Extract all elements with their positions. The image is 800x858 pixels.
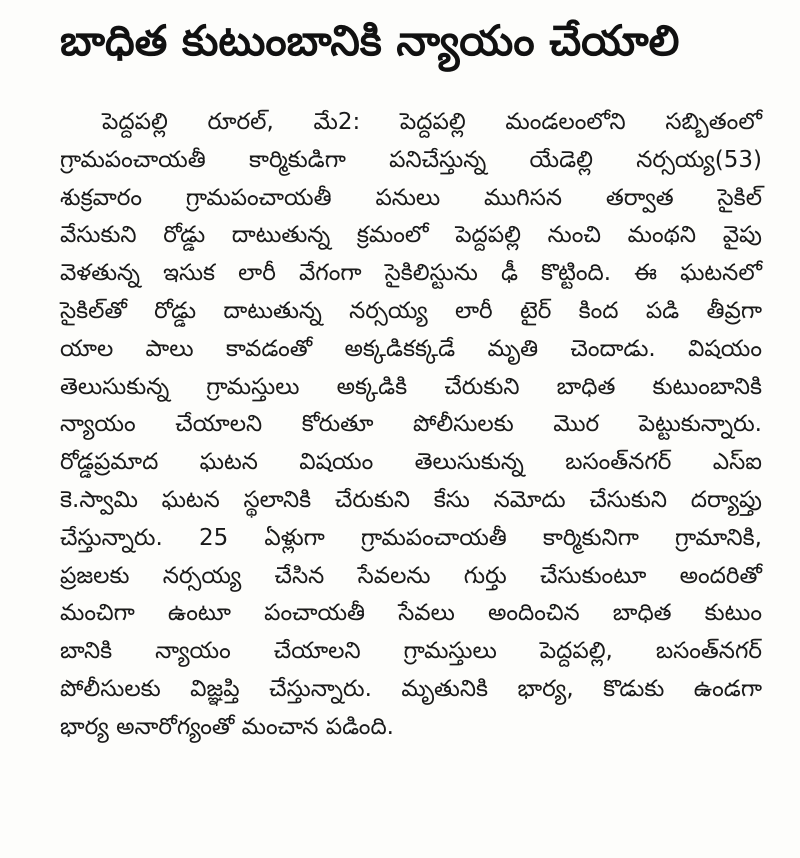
- article-body: [60, 104, 762, 747]
- article-line: న్యాయం చేయాలని కోరుతూ పోలీసులకు మొర పెట్టుకున్నారు.: [60, 411, 762, 438]
- article-line: చేస్తున్నారు. 25 ఏళ్లుగా గ్రామపంచాయతీ కార్మికునిగా గ్రామానికి,: [60, 524, 762, 551]
- article-line: బానికి న్యాయం చేయాలని గ్రామస్తులు పెద్దపల్లి, బసంత్‌నగర్: [60, 638, 762, 665]
- headline: బాధిత కుటుంబానికి న్యాయం చేయాలి: [60, 16, 680, 65]
- article-line: యాల పాలు కావడంతో అక్కడికక్కడే మృతి చెందాడు. విషయం: [60, 335, 762, 362]
- article-line: భార్య అనారోగ్యంతో మంచాన పడింది.: [60, 713, 394, 740]
- article-line: వేసుకుని రోడ్డు దాటుతున్న క్రమంలో పెద్దపల్లి నుంచి మంథని వైపు: [60, 222, 762, 249]
- article-line: వెళతున్న ఇసుక లారీ వేగంగా సైకిలిస్టును ఢీ కొట్టింది. ఈ ఘటనలో: [60, 260, 762, 287]
- article-line: ప్రజలకు నర్సయ్య చేసిన సేవలను గుర్తు చేసుకుంటూ అందరితో: [60, 562, 762, 589]
- article-line: రోడ్డప్రమాద ఘటన విషయం తెలుసుకున్న బసంత్‌నగర్ ఎస్ఐ: [60, 449, 762, 476]
- article-line: సైకిల్‌తో రోడ్డు దాటుతున్న నర్సయ్య లారీ టైర్ కింద పడి తీవ్రగా: [60, 297, 762, 324]
- article-line: గ్రామపంచాయతీ కార్మికుడిగా పనిచేస్తున్న యేడెల్లి నర్సయ్య(53): [60, 146, 762, 173]
- article-line: శుక్రవారం గ్రామపంచాయతీ పనులు ముగిసన తర్వాత సైకిల్: [60, 184, 762, 211]
- article-line: మంచిగా ఉంటూ పంచాయతీ సేవలు అందించిన బాధిత కుటుం: [60, 600, 762, 627]
- article-line: పోలీసులకు విజ్ఞప్తి చేస్తున్నారు. మృతునికి భార్య, కొడుకు ఉండగా: [60, 675, 762, 702]
- article-line: కె.స్వామి ఘటన స్థలానికి చేరుకుని కేసు నమోదు చేసుకుని దర్యాప్తు: [60, 486, 762, 513]
- article-line: పెద్దపల్లి రూరల్, మే2: పెద్దపల్లి మండలంలోని సబ్బితంలో: [102, 109, 762, 135]
- article-line: తెలుసుకున్న గ్రామస్తులు అక్కడికి చేరుకుని బాధిత కుటుంబానికి: [60, 373, 762, 400]
